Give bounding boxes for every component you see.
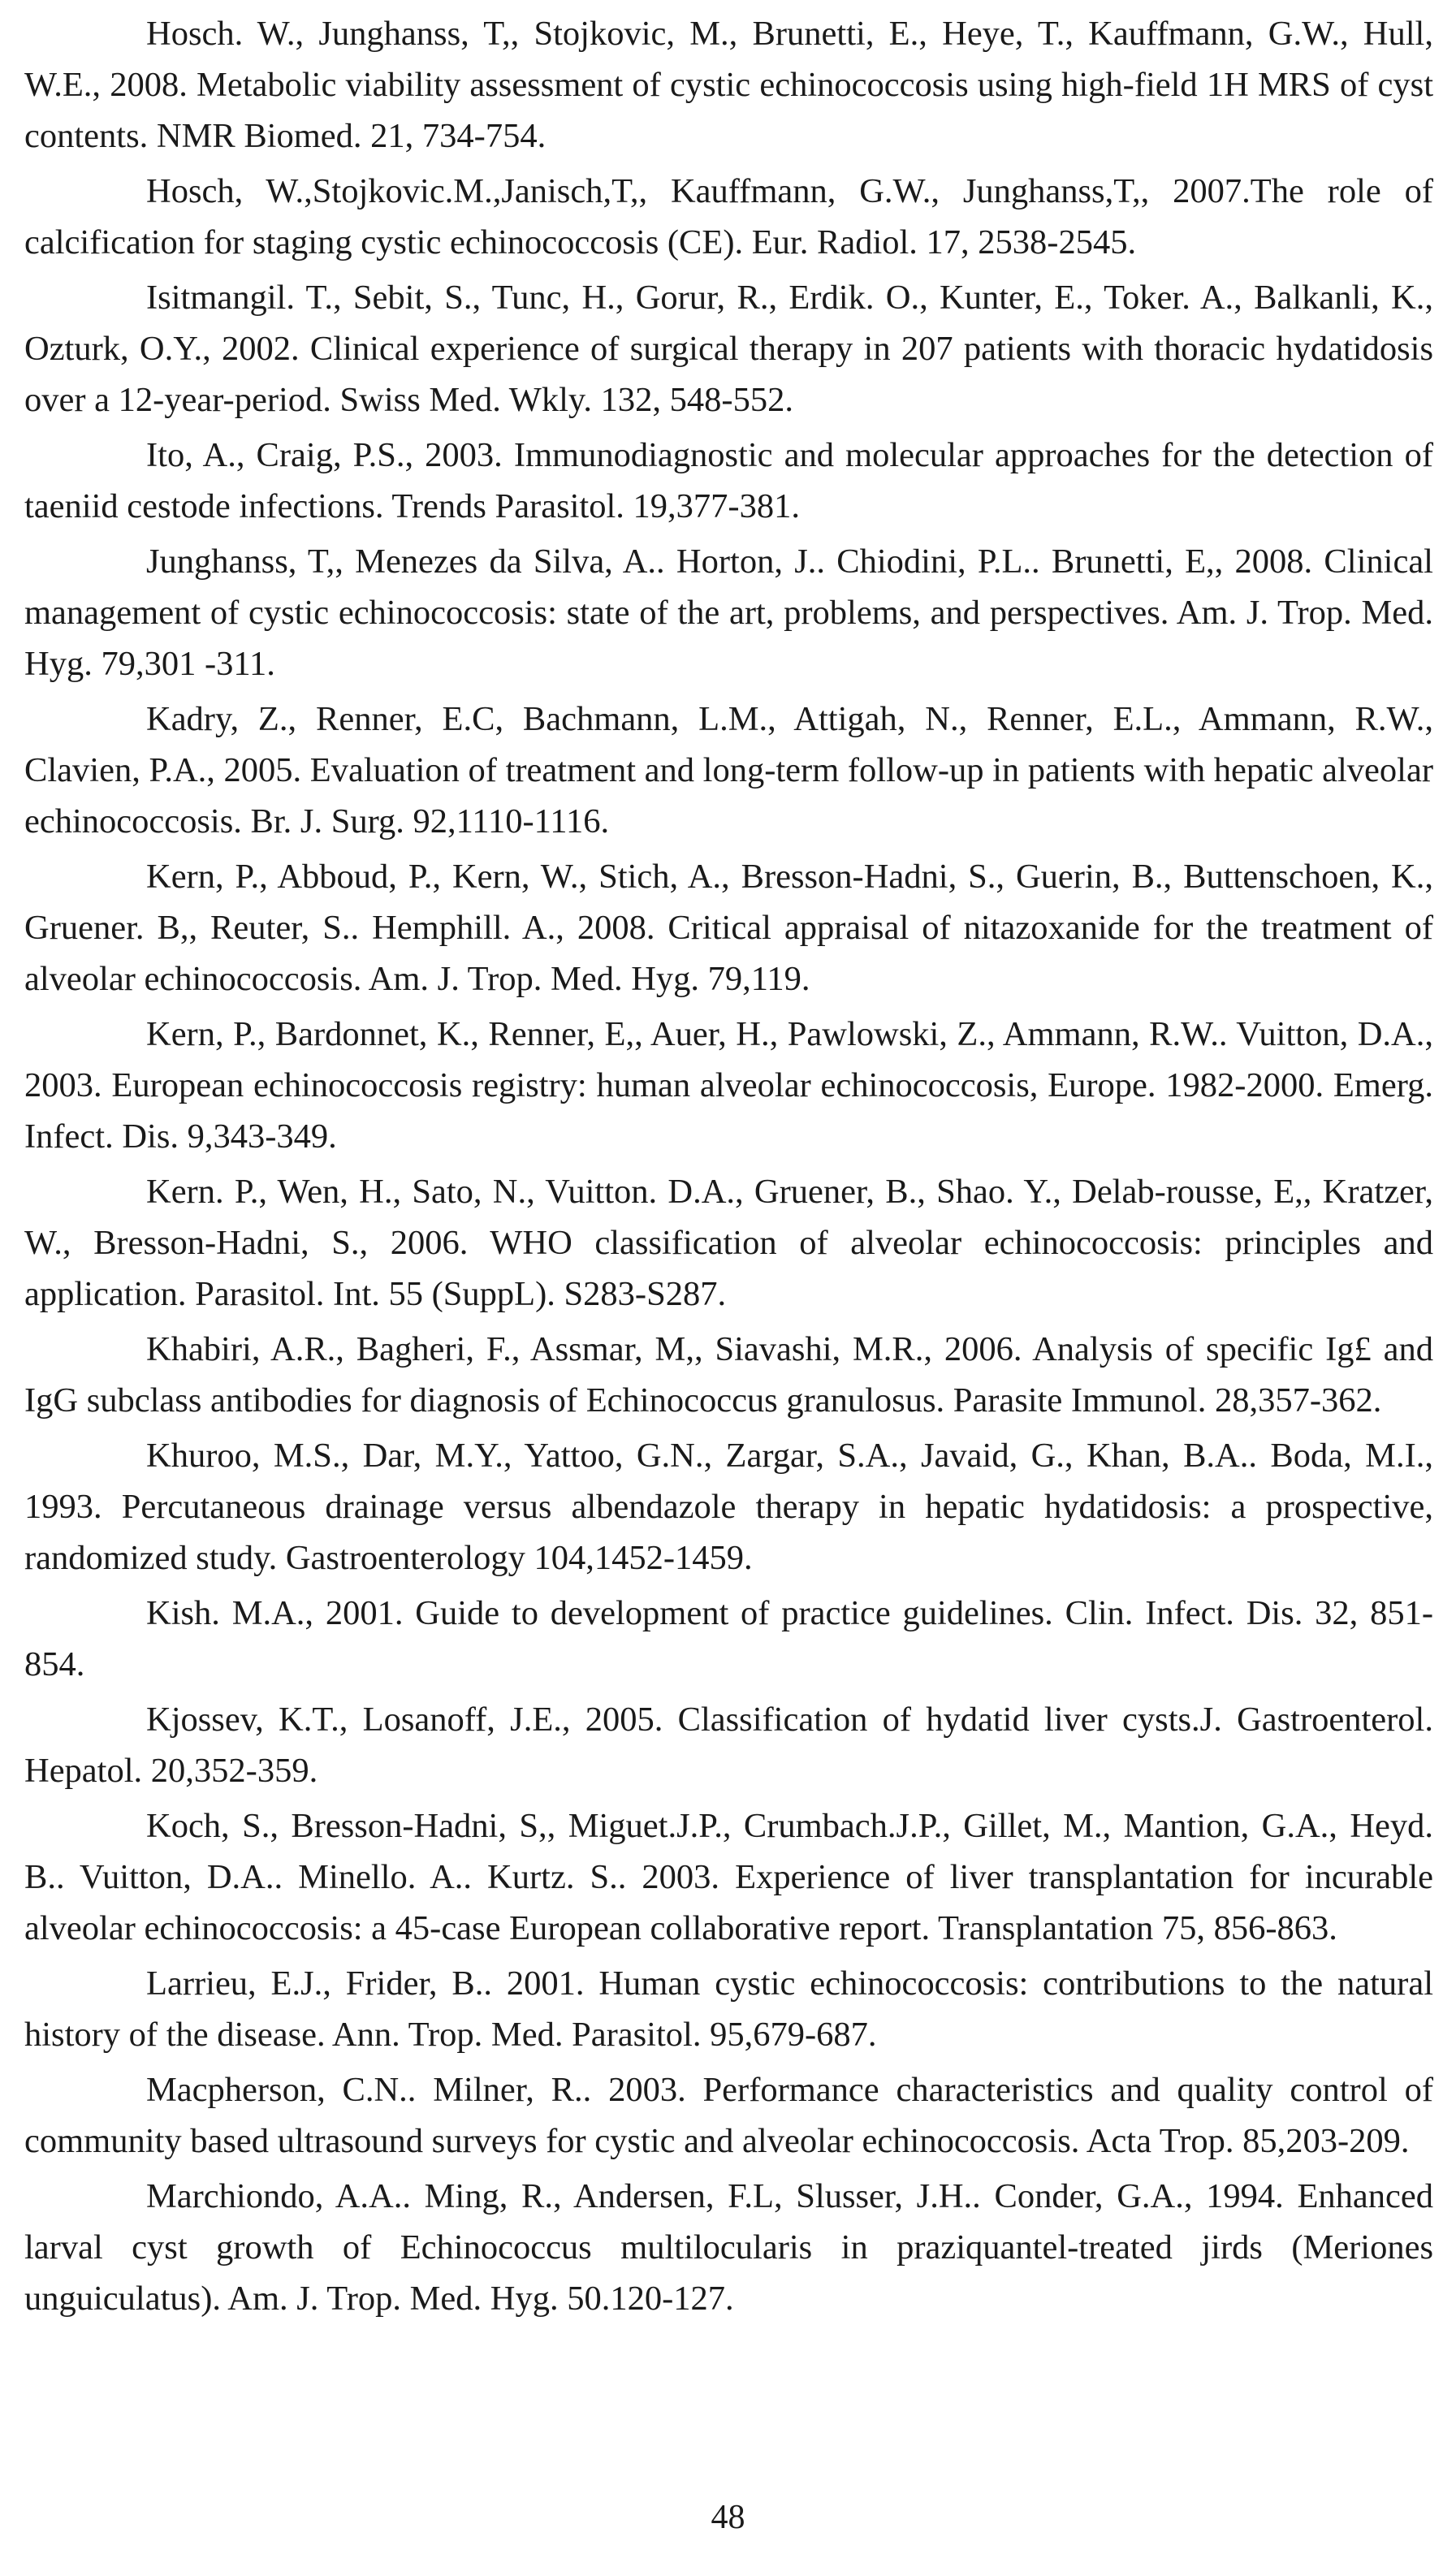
reference-entry: Koch, S., Bresson-Hadni, S,, Miguet.J.P., Crumbach.J.P., Gillet, M., Mantion, G.A., Heyd. B.. Vuitton, D.A.. Minello. A.. Kurtz. S.. 2003. Experience of liver transplantation for incurable alveolar echinococcosis: a 45-case European collaborative report. Transplantation 75, 856-863. [24,1807,1433,1947]
reference-entry: Kern, P., Abboud, P., Kern, W., Stich, A., Bresson-Hadni, S., Guerin, B., Buttenschoen, K., Gruener. B,, Reuter, S.. Hemphill. A., 2008. Critical appraisal of nitazoxanide for the treatment of alveolar echinococcosis. Am. J. Trop. Med. Hyg. 79,119. [24,858,1433,998]
reference-entry: Kern, P., Bardonnet, K., Renner, E,, Auer, H., Pawlowski, Z., Ammann, R.W.. Vuitton, D.A., 2003. European echinococcosis registry: human alveolar echinococcosis, Europe. 1982-2000. Emerg. Infect. Dis. 9,343-349. [24,1015,1433,1156]
reference-entry: Khuroo, M.S., Dar, M.Y., Yattoo, G.N., Zargar, S.A., Javaid, G., Khan, B.A.. Boda, M.I., 1993. Percutaneous drainage versus albendazole therapy in hepatic hydatidosis: a prospective, randomized study. Gastroenterology 104,1452-1459. [24,1437,1433,1577]
reference-entry: Hosch. W., Junghanss, T,, Stojkovic, M., Brunetti, E., Heye, T., Kauffmann, G.W., Hull, W.E., 2008. Metabolic viability assessment of cystic echinococcosis using high-field 1H MRS of cyst contents. NMR Biomed. 21, 734-754. [24,15,1433,155]
reference-entry: Marchiondo, A.A.. Ming, R., Andersen, F.L, Slusser, J.H.. Conder, G.A., 1994. Enhanced larval cyst growth of Echinococcus multilocularis in praziquantel-treated jirds (Meriones unguiculatus). Am. J. Trop. Med. Hyg. 50.120-127. [24,2177,1433,2318]
page-number: 48 [711,2499,745,2536]
reference-list [24,8,1433,2328]
reference-entry: Ito, A., Craig, P.S., 2003. Immunodiagnostic and molecular approaches for the detection of taeniid cestode infections. Trends Parasitol. 19,377-381. [24,436,1433,525]
reference-entry: Khabiri, A.R., Bagheri, F., Assmar, M,, Siavashi, M.R., 2006. Analysis of specific Ig£ and IgG subclass antibodies for diagnosis of Echinococcus granulosus. Parasite Immunol. 28,357-362. [24,1330,1433,1420]
reference-entry: Macpherson, C.N.. Milner, R.. 2003. Performance characteristics and quality control of community based ultrasound surveys for cystic and alveolar echinococcosis. Acta Trop. 85,203-209. [24,2071,1433,2160]
reference-entry: Kadry, Z., Renner, E.C, Bachmann, L.M., Attigah, N., Renner, E.L., Ammann, R.W., Clavien, P.A., 2005. Evaluation of treatment and long-term follow-up in patients with hepatic alveolar echinococcosis. Br. J. Surg. 92,1110-1116. [24,700,1433,841]
reference-entry: Junghanss, T,, Menezes da Silva, A.. Horton, J.. Chiodini, P.L.. Brunetti, E,, 2008. Clinical management of cystic echinococcosis: state of the art, problems, and perspectives. Am. J. Trop. Med. Hyg. 79,301 -311. [24,542,1433,683]
reference-entry: Larrieu, E.J., Frider, B.. 2001. Human cystic echinococcosis: contributions to the natural history of the disease. Ann. Trop. Med. Parasitol. 95,679-687. [24,1964,1433,2054]
reference-entry: Kjossev, K.T., Losanoff, J.E., 2005. Classification of hydatid liver cysts.J. Gastroenterol. Hepatol. 20,352-359. [24,1701,1433,1790]
reference-entry: Kern. P., Wen, H., Sato, N., Vuitton. D.A., Gruener, B., Shao. Y., Delab-rousse, E,, Kratzer, W., Bresson-Hadni, S., 2006. WHO classification of alveolar echinococcosis: principles and application. Parasitol. Int. 55 (SuppL). S283-S287. [24,1173,1433,1313]
reference-entry: Kish. M.A., 2001. Guide to development of practice guidelines. Clin. Infect. Dis. 32, 851-854. [24,1594,1433,1683]
reference-entry: Hosch, W.,Stojkovic.M.,Janisch,T,, Kauffmann, G.W., Junghanss,T,, 2007.The role of calcification for staging cystic echinococcosis (CE). Eur. Radiol. 17, 2538-2545. [24,172,1433,261]
reference-entry: Isitmangil. T., Sebit, S., Tunc, H., Gorur, R., Erdik. O., Kunter, E., Toker. A., Balkanli, K., Ozturk, O.Y., 2002. Clinical experience of surgical therapy in 207 patients with thoracic hydatidosis over a 12-year-period. Swiss Med. Wkly. 132, 548-552. [24,279,1433,419]
